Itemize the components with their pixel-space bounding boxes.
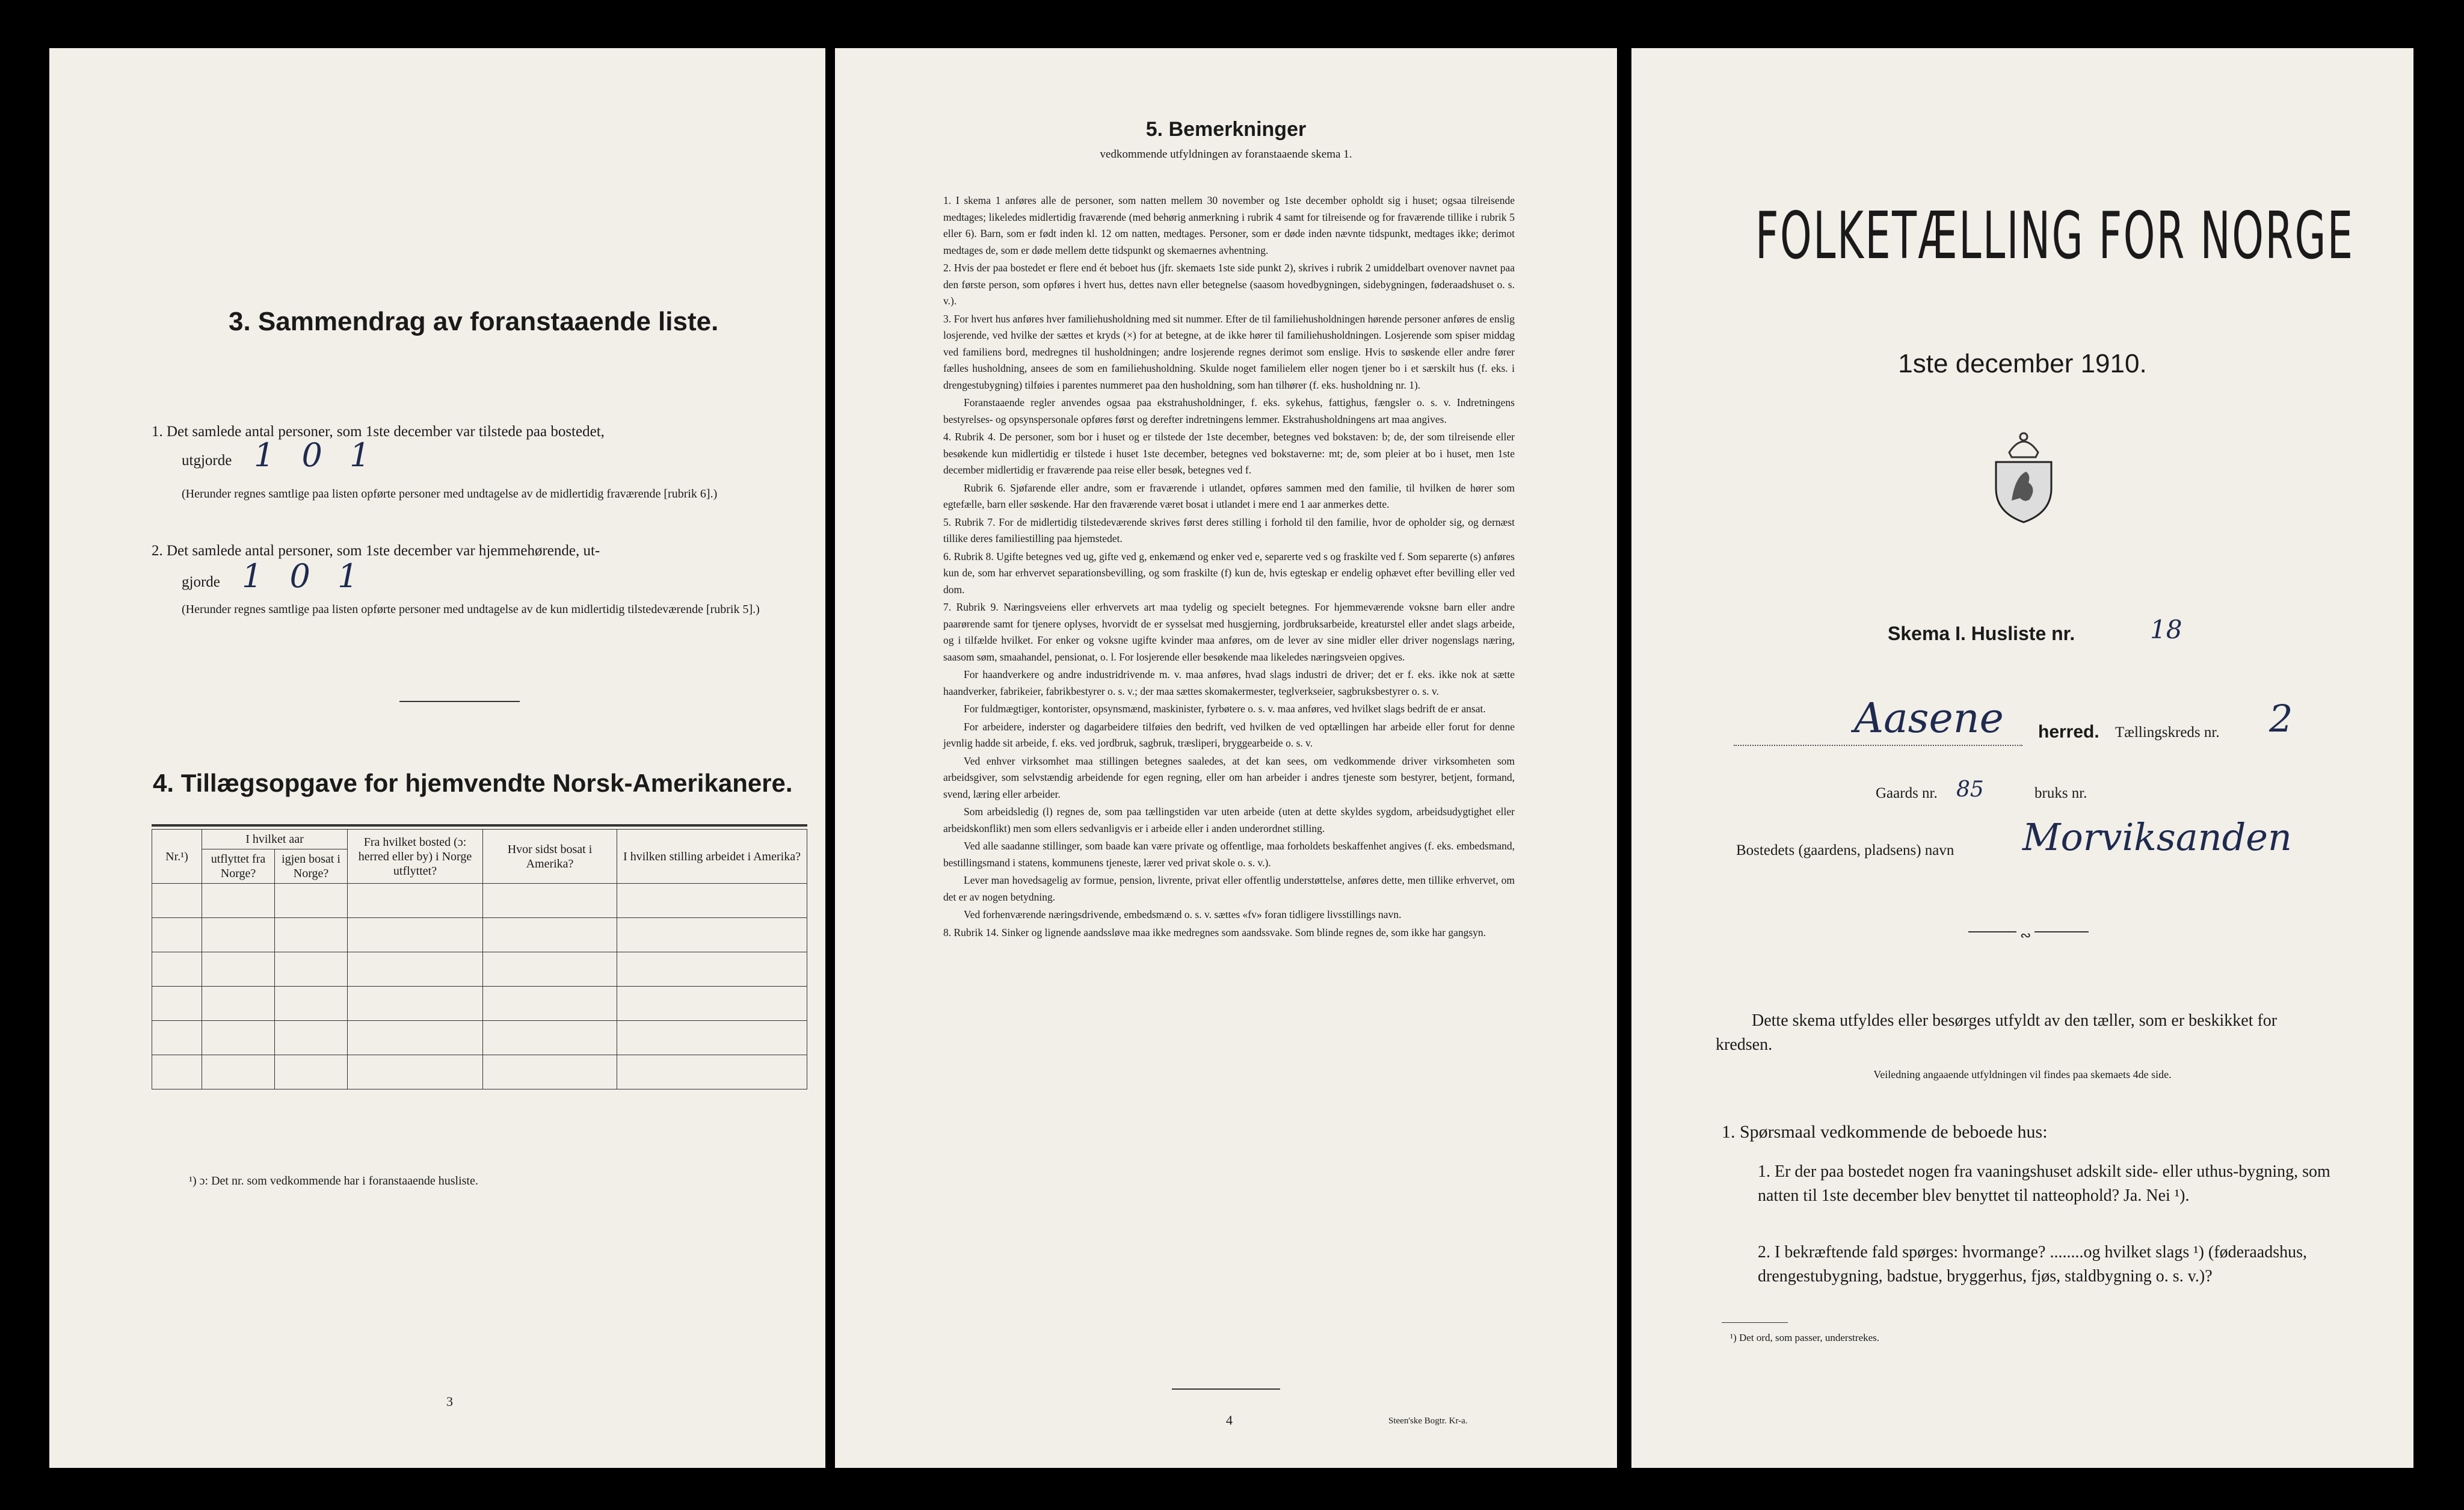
footnote-rule — [1722, 1322, 1788, 1323]
table-cell — [617, 987, 807, 1021]
instruction-small: Veiledning angaaende utfyldningen vil findes paa skemaets 4de side. — [1873, 1068, 2172, 1080]
table-row — [152, 884, 807, 918]
question-2: 2. I bekræftende fald spørges: hvormange? ........og hvilket slags ¹) (føderaadshus, drengestubygning, badstue, bryggerhus, fjøs, staldbygning o. s. v.)? — [1758, 1243, 2307, 1286]
col-fra-bosted: Fra hvilket bosted (ɔ: herred eller by) i Norge utflyttet? — [348, 830, 483, 884]
coat-of-arms-icon — [1991, 428, 2056, 525]
table-cell — [275, 918, 348, 952]
remarks-body — [943, 193, 1515, 942]
page-number: 4 — [1226, 1413, 1233, 1428]
table-cell — [483, 952, 617, 987]
table-cell — [152, 952, 202, 987]
remark-paragraph: 5. Rubrik 7. For de midlertidig tilstedeværende skrives først deres stilling i forhold til den familie, hvor de opholder sig, og dernæst tillike deres familiestilling paa hjemstedet. — [943, 516, 1515, 544]
col-utflyttet: utflyttet fra Norge? — [202, 849, 275, 884]
table-cell — [275, 884, 348, 918]
col-hvor-bosat: Hvor sidst bosat i Amerika? — [483, 830, 617, 884]
item-2-value: 1 0 1 — [242, 557, 367, 595]
table-cell — [617, 884, 807, 918]
remarks-subtitle: vedkommende utfyldningen av foranstaaende skema 1. — [1100, 148, 1352, 161]
remark-paragraph: Som arbeidsledig (l) regnes de, som paa tællingstiden var uten arbeide (uten at dette skyldes sygdom, arbeidsudygtighet eller arbeidskonflikt) men som ellers sedvanligvis er i arbeide eller i anden underordnet stilling. — [943, 806, 1515, 834]
table-cell — [617, 918, 807, 952]
item-1-prefix: utgjorde — [182, 452, 232, 469]
page-number: 3 — [446, 1394, 453, 1409]
table-cell — [348, 884, 483, 918]
table-cell — [483, 918, 617, 952]
table-cell — [275, 1055, 348, 1089]
footnote: ¹) Det ord, som passer, understrekes. — [1730, 1332, 1880, 1343]
table-row — [152, 952, 807, 987]
table-cell — [275, 1021, 348, 1055]
divider — [1172, 1388, 1280, 1390]
main-title: FOLKETÆLLING FOR NORGE — [1755, 199, 2355, 274]
section-3-title: 3. Sammendrag av foranstaaende liste. — [229, 307, 719, 336]
husliste-number: 18 — [2150, 615, 2182, 644]
remark-paragraph: Ved enhver virksomhet maa stillingen betegnes saaledes, at det kan sees, om vedkommende driver virksomheten som arbeidsgiver, som selvstændig arbeidende for egen regning, eller om han arbeider i andres tjeneste som bestyrer, betjent, formand, svend, læring eller arbeider. — [943, 754, 1515, 800]
table-cell — [202, 1021, 275, 1055]
table-row — [152, 987, 807, 1021]
remark-paragraph: For fuldmægtiger, kontorister, opsynsmænd, maskinister, fyrbøtere o. s. v. maa anføres, ved hvilket slags bedrift de er ansat. — [964, 703, 1486, 715]
table-cell — [617, 952, 807, 987]
remark-paragraph: 2. Hvis der paa bostedet er flere end ét beboet hus (jfr. skemaets 1ste side punkt 2), skrives i rubrik 2 umiddelbart ovenover navnet paa den første person, som opføres i hvert hus, dettes navn eller betegnelse (saasom hovedbygningen, sidebygningen, føderaadshuset o. s. v.). — [943, 262, 1515, 307]
table-top-rule — [152, 824, 807, 827]
remark-paragraph: 8. Rubrik 14. Sinker og lignende aandssløve maa ikke medregnes som aandssvake. Som blinde regnes de, som ikke har gangsyn. — [943, 926, 1486, 938]
kreds-label: Tællingskreds nr. — [2115, 724, 2220, 741]
remark-paragraph: Ved forhenværende næringsdrivende, embedsmænd o. s. v. sættes «fv» foran tidligere livsstillings navn. — [964, 908, 1402, 920]
question-1-text: 1. Er der paa bostedet nogen fra vaaningshuset adskilt side- eller uthus-bygning, som natten til 1ste december blev benyttet til natteophold? — [1758, 1162, 2330, 1205]
table-cell — [348, 987, 483, 1021]
item-2-prefix: gjorde — [182, 574, 220, 590]
norsk-amerikaner-table — [152, 829, 807, 1089]
table-cell — [348, 1021, 483, 1055]
table-cell — [202, 987, 275, 1021]
table-cell — [152, 1055, 202, 1089]
middle-page — [835, 48, 1617, 1468]
table-cell — [275, 987, 348, 1021]
table-cell — [348, 918, 483, 952]
table-footnote: ¹) ɔ: Det nr. som vedkommende har i foranstaaende husliste. — [189, 1174, 478, 1188]
col-igjen: igjen bosat i Norge? — [275, 849, 348, 884]
census-date: 1ste december 1910. — [1898, 349, 2147, 378]
table-cell — [202, 1055, 275, 1089]
table-row — [152, 1055, 807, 1089]
questions-heading: 1. Spørsmaal vedkommende de beboede hus: — [1722, 1122, 2048, 1142]
col-stilling: I hvilken stilling arbeidet i Amerika? — [617, 830, 807, 884]
item-1-note: (Herunder regnes samtlige paa listen opførte personer med undtagelse av de midlertidig fraværende [rubrik 6].) — [182, 487, 718, 501]
table-cell — [152, 884, 202, 918]
schema-label: Skema I. Husliste nr. — [1888, 623, 2075, 644]
table-cell — [617, 1021, 807, 1055]
table-cell — [152, 1021, 202, 1055]
remark-paragraph: 1. I skema 1 anføres alle de personer, som natten mellem 30 november og 1ste december opholdt sig i huset; ogsaa tilreisende medtages; likeledes midlertidig fraværende (med behørig anmerkning i rubrik 4 samt for tilreisende og for fraværende tillike i rubrik 5 eller 6). Barn, som er født inden kl. 12 om natten, medtages. Personer, som er døde inden nævnte tidspunkt, medtages ikke; derimot medtages de, som er døde mellem dette tidspunkt og skemaernes avhentning. — [943, 194, 1515, 256]
col-nr: Nr.¹) — [152, 830, 202, 884]
remark-paragraph: 3. For hvert hus anføres hver familiehusholdning med sit nummer. Efter de til familiehusholdningen hørende personer anføres de enslig losjerende, ved hvilke der sættes et kryds (×) for at betegne, at de ikke hører til familiehusholdningen. Losjerende som spiser middag ved familiens bord, medregnes til husholdningen; andre losjerende regnes derimot som enslige. Hvis to søskende eller andre fører fælles husholdning, ansees de som en familiehusholdning. Skulde noget familielem eller nogen tjener bo i et særskilt hus (f. eks. i drengestubygning) tilføies i parentes nummeret paa den husholdning, som han tilhører (f. eks. husholdning nr. 1). — [943, 312, 1515, 391]
bosted-value: Morviksanden — [2022, 815, 2292, 859]
remark-paragraph: 6. Rubrik 8. Ugifte betegnes ved ug, gifte ved g, enkemænd og enker ved e, separerte ved s og fraskilte ved f. Som separerte (s) anføres kun de, som har erhvervet separationsbevilling, og som fraskilte (f) kun de, hvis egteskap er endelig ophævet efter bevilling eller ved dom. — [943, 550, 1515, 596]
herred-value: Aasene — [1854, 695, 2004, 742]
table-cell — [202, 884, 275, 918]
question-1-answer: Ja. Nei ¹). — [2124, 1186, 2190, 1205]
table-cell — [483, 1021, 617, 1055]
table-row — [152, 1021, 807, 1055]
table-cell — [202, 918, 275, 952]
instruction-text: Dette skema utfyldes eller besørges utfyldt av den tæller, som er beskikket for kredsen. — [1716, 1011, 2278, 1054]
left-page — [49, 48, 825, 1468]
table-cell — [348, 952, 483, 987]
item-2-note: (Herunder regnes samtlige paa listen opførte personer med undtagelse av de kun midlertidig tilstedeværende [rubrik 5].) — [182, 603, 760, 616]
herred-line — [1734, 745, 2022, 747]
table-cell — [152, 987, 202, 1021]
kreds-number: 2 — [2269, 697, 2293, 741]
remark-paragraph: Rubrik 6. Sjøfarende eller andre, som er fraværende i utlandet, opføres sammen med den familie, til hvilken de hører som egtefælle, barn eller søskende. Har den fraværende været bosat i utlandet i mere end 1 aar anmerkes dette. — [943, 481, 1515, 510]
summary-item-1: 1. Det samlede antal personer, som 1ste december var tilstede paa bostedet, — [152, 424, 605, 440]
table-cell — [348, 1055, 483, 1089]
table-cell — [152, 918, 202, 952]
remark-paragraph: 7. Rubrik 9. Næringsveiens eller erhvervets art maa tydelig og specielt betegnes. For hjemmeværende voksne barn eller andre paarørende samt for tjenere oplyses, hvorvidt de er sysselsat med husgjerning, jordbruksarbeide, kreaturstel eller andet slags arbeide, og i tilfælde hvilket. For enker og voksne ugifte kvinder maa anføres, om de lever av sine midler eller driver nogenslags næring, saasom søm, smaahandel, pensionat, o. l. For losjerende eller besøkende maa likeledes næringsveien opgives. — [943, 601, 1515, 663]
ornament-icon: ∾ — [2016, 928, 2034, 943]
table-cell — [617, 1055, 807, 1089]
section-4-title: 4. Tillægsopgave for hjemvendte Norsk-Amerikanere. — [153, 769, 793, 797]
remark-paragraph: Ved alle saadanne stillinger, som baade kan være private og offentlige, maa forholdets beskaffenhet angives (f. eks. embedsmand, bestillingsmand i statens, kommunens tjeneste, lærer ved privat skole o. s. v.). — [943, 840, 1515, 869]
divider — [399, 701, 520, 702]
herred-label: herred. — [2038, 722, 2099, 742]
remark-paragraph: 4. Rubrik 4. De personer, som bor i huset og er tilstede der 1ste december, betegnes ved bokstaven: b; de, der som tilreisende eller besøkende kun midlertidig er tilstede i huset 1ste december, betegnes ved bokstaverne: mt; de, som pleier at bo i huset, men 1ste december midlertidig er fraværende paa reise eller besøk, betegnes ved f. — [943, 431, 1515, 476]
remark-paragraph: Lever man hovedsagelig av formue, pension, livrente, privat eller offentlig understøttelse, anføres dette, men tillike erhvervet, om det er av nogen betydning. — [943, 874, 1515, 903]
gaards-label: Gaards nr. — [1876, 785, 1938, 801]
col-group-year: I hvilket aar — [202, 830, 348, 849]
bosted-label: Bostedets (gaardens, pladsens) navn — [1736, 842, 1954, 858]
gaards-number: 85 — [1956, 777, 1984, 802]
item-1-value: 1 0 1 — [254, 436, 379, 474]
table-cell — [483, 884, 617, 918]
table-cell — [202, 952, 275, 987]
printer-mark: Steen'ske Bogtr. Kr-a. — [1388, 1416, 1468, 1426]
table-cell — [275, 952, 348, 987]
remark-paragraph: For arbeidere, inderster og dagarbeidere tilføies den bedrift, ved hvilken de ved optællingen har arbeide eller forut for denne jevnlig hadde sit arbeide, f. eks. ved jordbruk, sagbruk, træsliperi, bryggearbeide o. s. v. — [943, 720, 1515, 749]
remark-paragraph: For haandverkere og andre industridrivende m. v. maa anføres, hvad slags industri de driver; det er f. eks. ikke nok at sætte haandverker, fabrikeier, fabrikbestyrer o. s. v.; der maa sættes skomakermester, teglverkseier, sagbruksbestyrer o. s. v. — [943, 668, 1515, 697]
bruks-label: bruks nr. — [2034, 785, 2087, 801]
question-1 — [1758, 1160, 2341, 1208]
remarks-title: 5. Bemerkninger — [1145, 118, 1307, 141]
remark-paragraph: Foranstaaende regler anvendes ogsaa paa ekstrahusholdninger, f. eks. sykehus, fattighus, fængsler o. s. v. Indretningens bestyrelses- og opsynspersonale opføres først og derefter indretningens lemmer. Ekstrahusholdningens art maa angives. — [943, 396, 1515, 425]
table-cell — [483, 1055, 617, 1089]
summary-item-2: 2. Det samlede antal personer, som 1ste december var hjemmehørende, ut- — [152, 543, 600, 559]
right-page — [1631, 48, 2413, 1468]
table-row — [152, 918, 807, 952]
table-cell — [483, 987, 617, 1021]
